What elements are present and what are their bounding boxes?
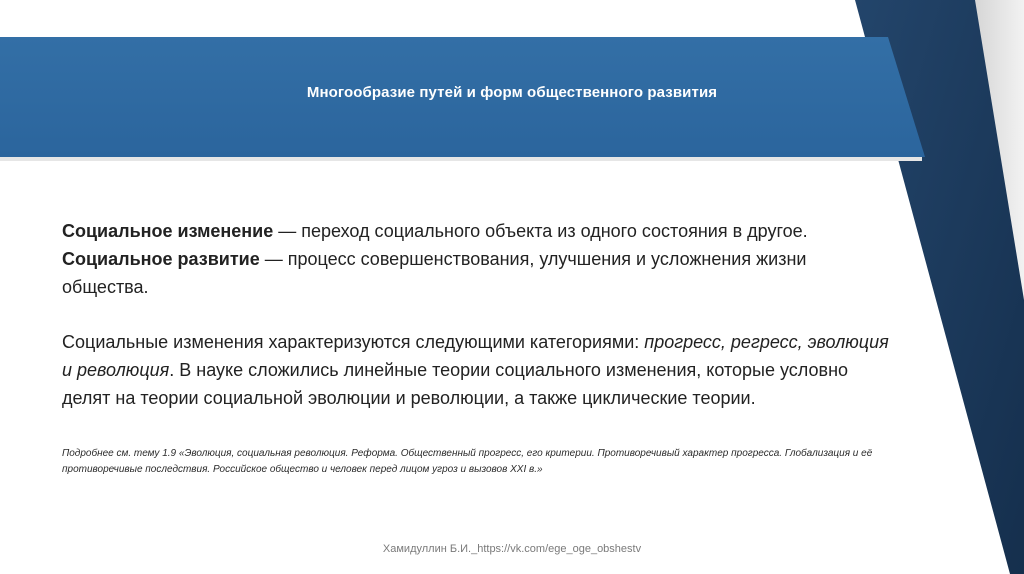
term-social-change: Социальное изменение [62,221,274,241]
main-content [62,217,892,412]
categories-intro: Социальные изменения характеризуются следующими категориями: [62,332,645,352]
footer-credit: Хамидуллин Б.И._https://vk.com/ege_oge_obshestv [382,543,642,555]
paragraph-definitions [62,217,892,301]
banner-shadow [0,157,922,161]
paragraph-categories [62,328,892,412]
categories-list: прогресс, регресс, эволюция и революция [62,332,889,380]
slide-title: Многообразие путей и форм общественного развития [306,84,718,101]
footnote: Подробнее см. тему 1.9 «Эволюция, социальная революция. Реформа. Общественный прогресс, его критерии. Противоречивый характер прогресса. Глобализация и её противоречивые последствия. Российское общество и человек перед лицом угроз и вызовов XXI в.» [62,448,873,475]
definition-social-change: — переход социального объекта из одного состояния в другое. [273,221,808,241]
definition-social-development: — процесс совершенствования, улучшения и усложнения жизни общества. [62,249,807,297]
term-social-development: Социальное развитие [62,249,260,269]
paragraph-gap [62,301,892,328]
categories-rest: . В науке сложились линейные теории социального изменения, которые условно делят на теории социальной эволюции и революции, а также циклические теории. [62,360,849,408]
